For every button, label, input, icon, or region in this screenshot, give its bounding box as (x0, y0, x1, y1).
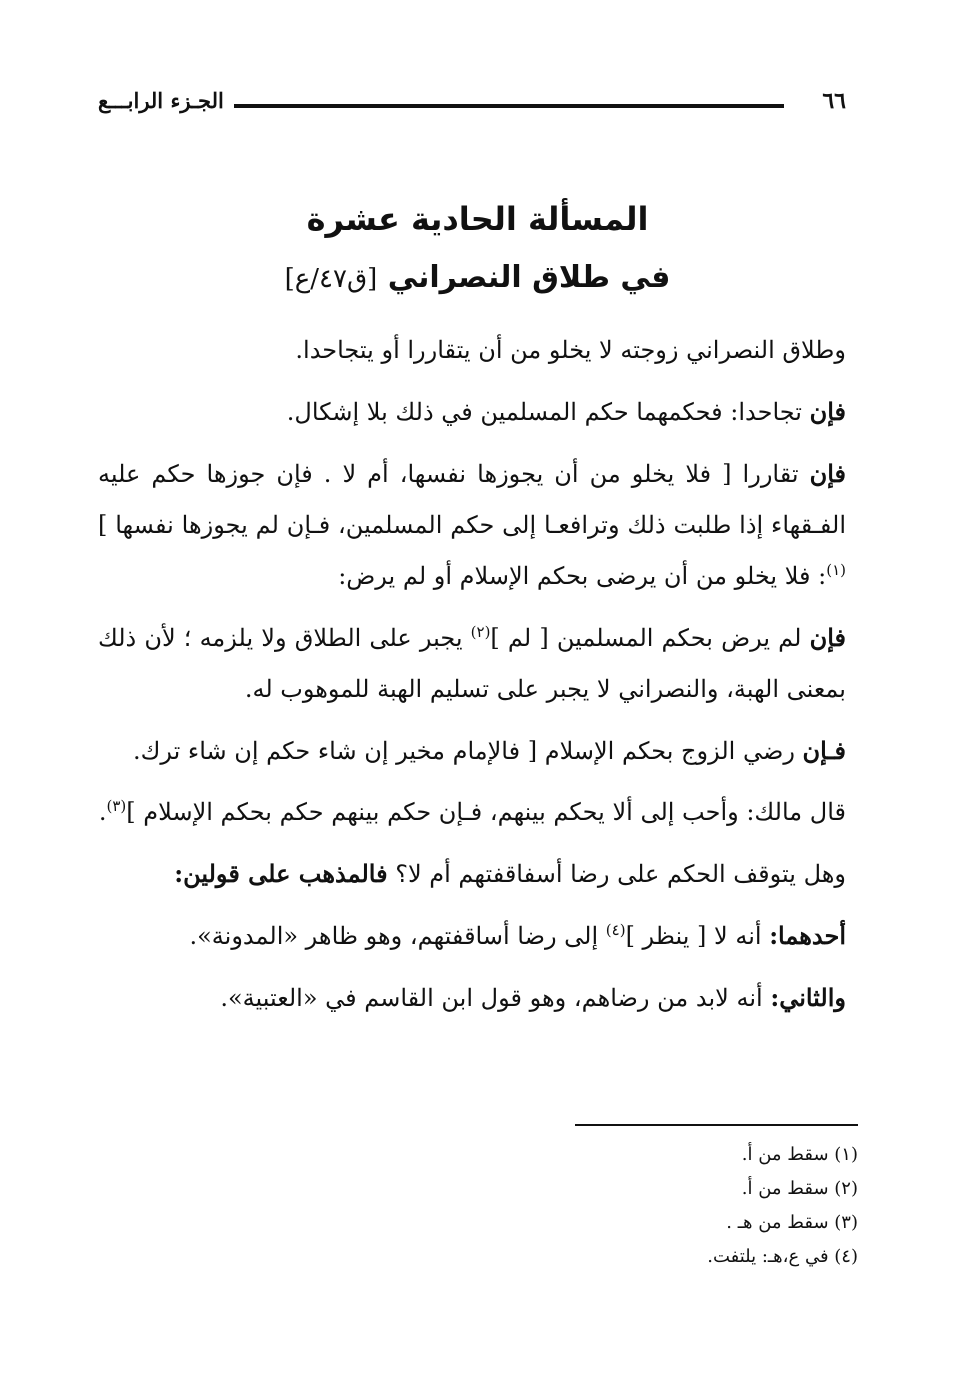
footnotes-list (358, 1138, 858, 1274)
paragraph-lead: فإن (809, 623, 846, 652)
paragraph-lead: والثاني: (770, 983, 846, 1012)
paragraph-lead: فالمذهب على قولين: (174, 859, 388, 888)
paragraph-text: إلى رضا أساقفتهم، وهو ظاهر «المدونة». (189, 922, 606, 950)
paragraph (98, 325, 846, 376)
paragraph-lead: فـإن (802, 736, 846, 765)
paragraph (98, 448, 846, 602)
footnote-marker: (٣) (106, 797, 127, 815)
footnote: (٢) سقط من أ. (741, 1178, 858, 1199)
paragraph-lead: فإن (809, 459, 846, 488)
paragraph (98, 386, 846, 438)
running-title: الجـزء الرابـــع (98, 88, 224, 113)
section-subtitle (0, 260, 955, 295)
footnote: (٤) في ع،هـ: يلتفت. (707, 1246, 858, 1267)
paragraph-text: قال مالك: وأحب إلى ألا يحكم بينهم، فـإن حكم بينهم حكم بحكم الإسلام ] (126, 798, 846, 826)
paragraph-text: وهل يتوقف الحكم على رضا أسفاقفتهم أم لا؟ (387, 860, 846, 888)
paragraph-text: أنه لا [ ينظر ] (625, 922, 770, 950)
paragraph-text: . (98, 798, 107, 826)
paragraph-text: وطلاق النصراني زوجته لا يخلو من أن يتقاررا أو يتجاحدا. (295, 336, 846, 364)
paragraph-text: : فلا يخلو من أن يرضى بحكم الإسلام أو لم يرض: (338, 562, 827, 590)
page-number: ٦٦ (822, 88, 846, 114)
paragraph (98, 725, 846, 777)
paragraph (98, 848, 846, 900)
paragraph (98, 787, 846, 838)
footnote: (٣) سقط من هـ . (726, 1212, 858, 1233)
footnote-marker: (١) (826, 561, 846, 579)
paragraph-lead: أحدهما: (769, 921, 846, 950)
paragraph-text: تجاحدا: فحكمهما حكم المسلمين في ذلك بلا إشكال. (286, 398, 810, 426)
paragraph-text: أنه لابد من رضاهم، وهو قول ابن القاسم في «العتبية». (220, 984, 771, 1012)
manuscript-reference: [ق٤٧/ع] (284, 264, 378, 294)
footnote-marker: (٤) (605, 921, 626, 939)
paragraph-lead: فإن (809, 397, 846, 426)
running-header (98, 88, 846, 120)
section-title: المسألة الحادية عشرة (306, 200, 649, 238)
subtitle-text: في طلاق النصراني (387, 260, 671, 295)
footnote-separator (575, 1124, 858, 1126)
paragraph (98, 972, 846, 1024)
paragraph (98, 612, 846, 715)
paragraph-text: لم يرض بحكم المسلمين [ لم ] (490, 624, 810, 652)
paragraph (98, 910, 846, 962)
paragraph-text: رضي الزوج بحكم الإسلام [ فالإمام مخير إن شاء حكم إن شاء ترك. (132, 737, 803, 765)
paragraph-text: يجبر على الطلاق ولا يلزمه ؛ لأن ذلك بمعنى الهبة، والنصراني لا يجبر على تسليم الهبة للموهوب له. (98, 624, 846, 703)
footnote: (١) سقط من أ. (741, 1144, 858, 1165)
body-text (98, 325, 846, 1034)
paragraph-text: تقاررا [ فلا يخلو من أن يجوزها نفسها، أم لا . فإن جوزها حكم عليه الفـقهاء إذا طلبت ذلك وترافعـا إلى حكم المسلمين، فـإن لم يجوزها نفسها ] (98, 460, 846, 539)
footnote-marker: (٢) (470, 623, 491, 641)
header-rule (234, 104, 784, 108)
